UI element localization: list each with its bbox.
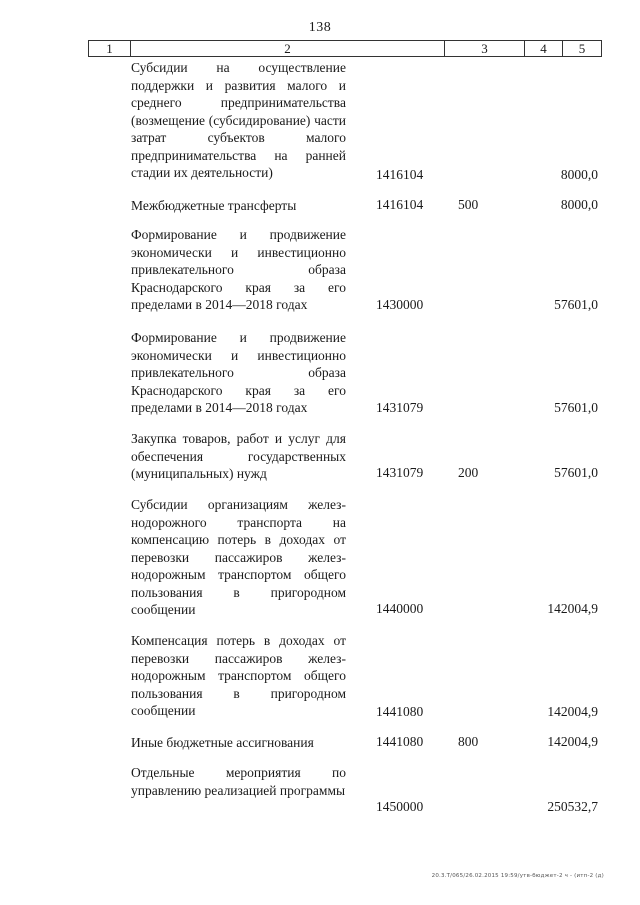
row-amount: 8000,0 [560, 167, 598, 182]
page-number: 138 [308, 20, 332, 35]
row-amount: 57601,0 [554, 465, 598, 480]
row-description: Закупка товаров, работ и услуг для обеспечения государственных (муниципальных) нужд [131, 431, 346, 481]
column-header-4: 4 [525, 41, 563, 56]
row-description: Формирование и продвижение экономически и инвестиционно привлекательного образа Краснодарского края за его пределами в 2014—2018 годах [131, 330, 346, 415]
footer-stamp: 20.3.Т/065/26.02.2015 19:59/утв-бюджет-2 ч - (итп-2 (д) [431, 873, 604, 879]
row-description: Компенсация потерь в доходах от перевозки пассажиров железнодорожным транспортом общего пользования в пригородном сообщении [131, 633, 346, 718]
row-amount: 142004,9 [547, 704, 598, 719]
row-amount: 57601,0 [554, 400, 598, 415]
row-amount: 8000,0 [560, 197, 598, 212]
row-description: Межбюджетные трансферты [131, 198, 297, 213]
row-code: 1431079 [376, 465, 424, 480]
row-amount: 142004,9 [547, 734, 598, 749]
row-type: 200 [458, 465, 479, 480]
row-amount: 250532,7 [547, 799, 598, 814]
column-header-3: 3 [445, 41, 525, 56]
column-header-2: 2 [131, 41, 445, 56]
table-header [88, 40, 602, 57]
row-code: 1416104 [376, 167, 424, 182]
row-code: 1416104 [376, 197, 424, 212]
row-code: 1431079 [376, 400, 424, 415]
row-code: 1441080 [376, 704, 424, 719]
row-type: 500 [458, 197, 479, 212]
row-code: 1450000 [376, 799, 424, 814]
row-description: Иные бюджетные ассигнования [131, 735, 314, 750]
row-description: Отдельные мероприятия по управлению реализацией программы [131, 765, 346, 798]
row-code: 1430000 [376, 297, 424, 312]
row-code: 1440000 [376, 601, 424, 616]
row-description: Субсидии на осуществление поддержки и развития малого и среднего предпринимательства (возмещение (субсидирование) части затрат субъектов малого предпринимательства на ранней стадии их деятельности) [131, 60, 346, 180]
row-code: 1441080 [376, 734, 424, 749]
row-description: Субсидии организациям железнодорожного транспорта на компенсацию потерь в доходах от перевозки пассажиров железнодорожным транспортом общего пользования в пригородном сообщении [131, 497, 346, 617]
row-amount: 57601,0 [554, 297, 598, 312]
column-header-1: 1 [89, 41, 131, 56]
column-header-5: 5 [578, 41, 586, 56]
row-amount: 142004,9 [547, 601, 598, 616]
row-description: Формирование и продвижение экономически и инвестиционно привлекательного образа Краснодарского края за его пределами в 2014—2018 годах [131, 227, 346, 312]
row-type: 800 [458, 734, 479, 749]
